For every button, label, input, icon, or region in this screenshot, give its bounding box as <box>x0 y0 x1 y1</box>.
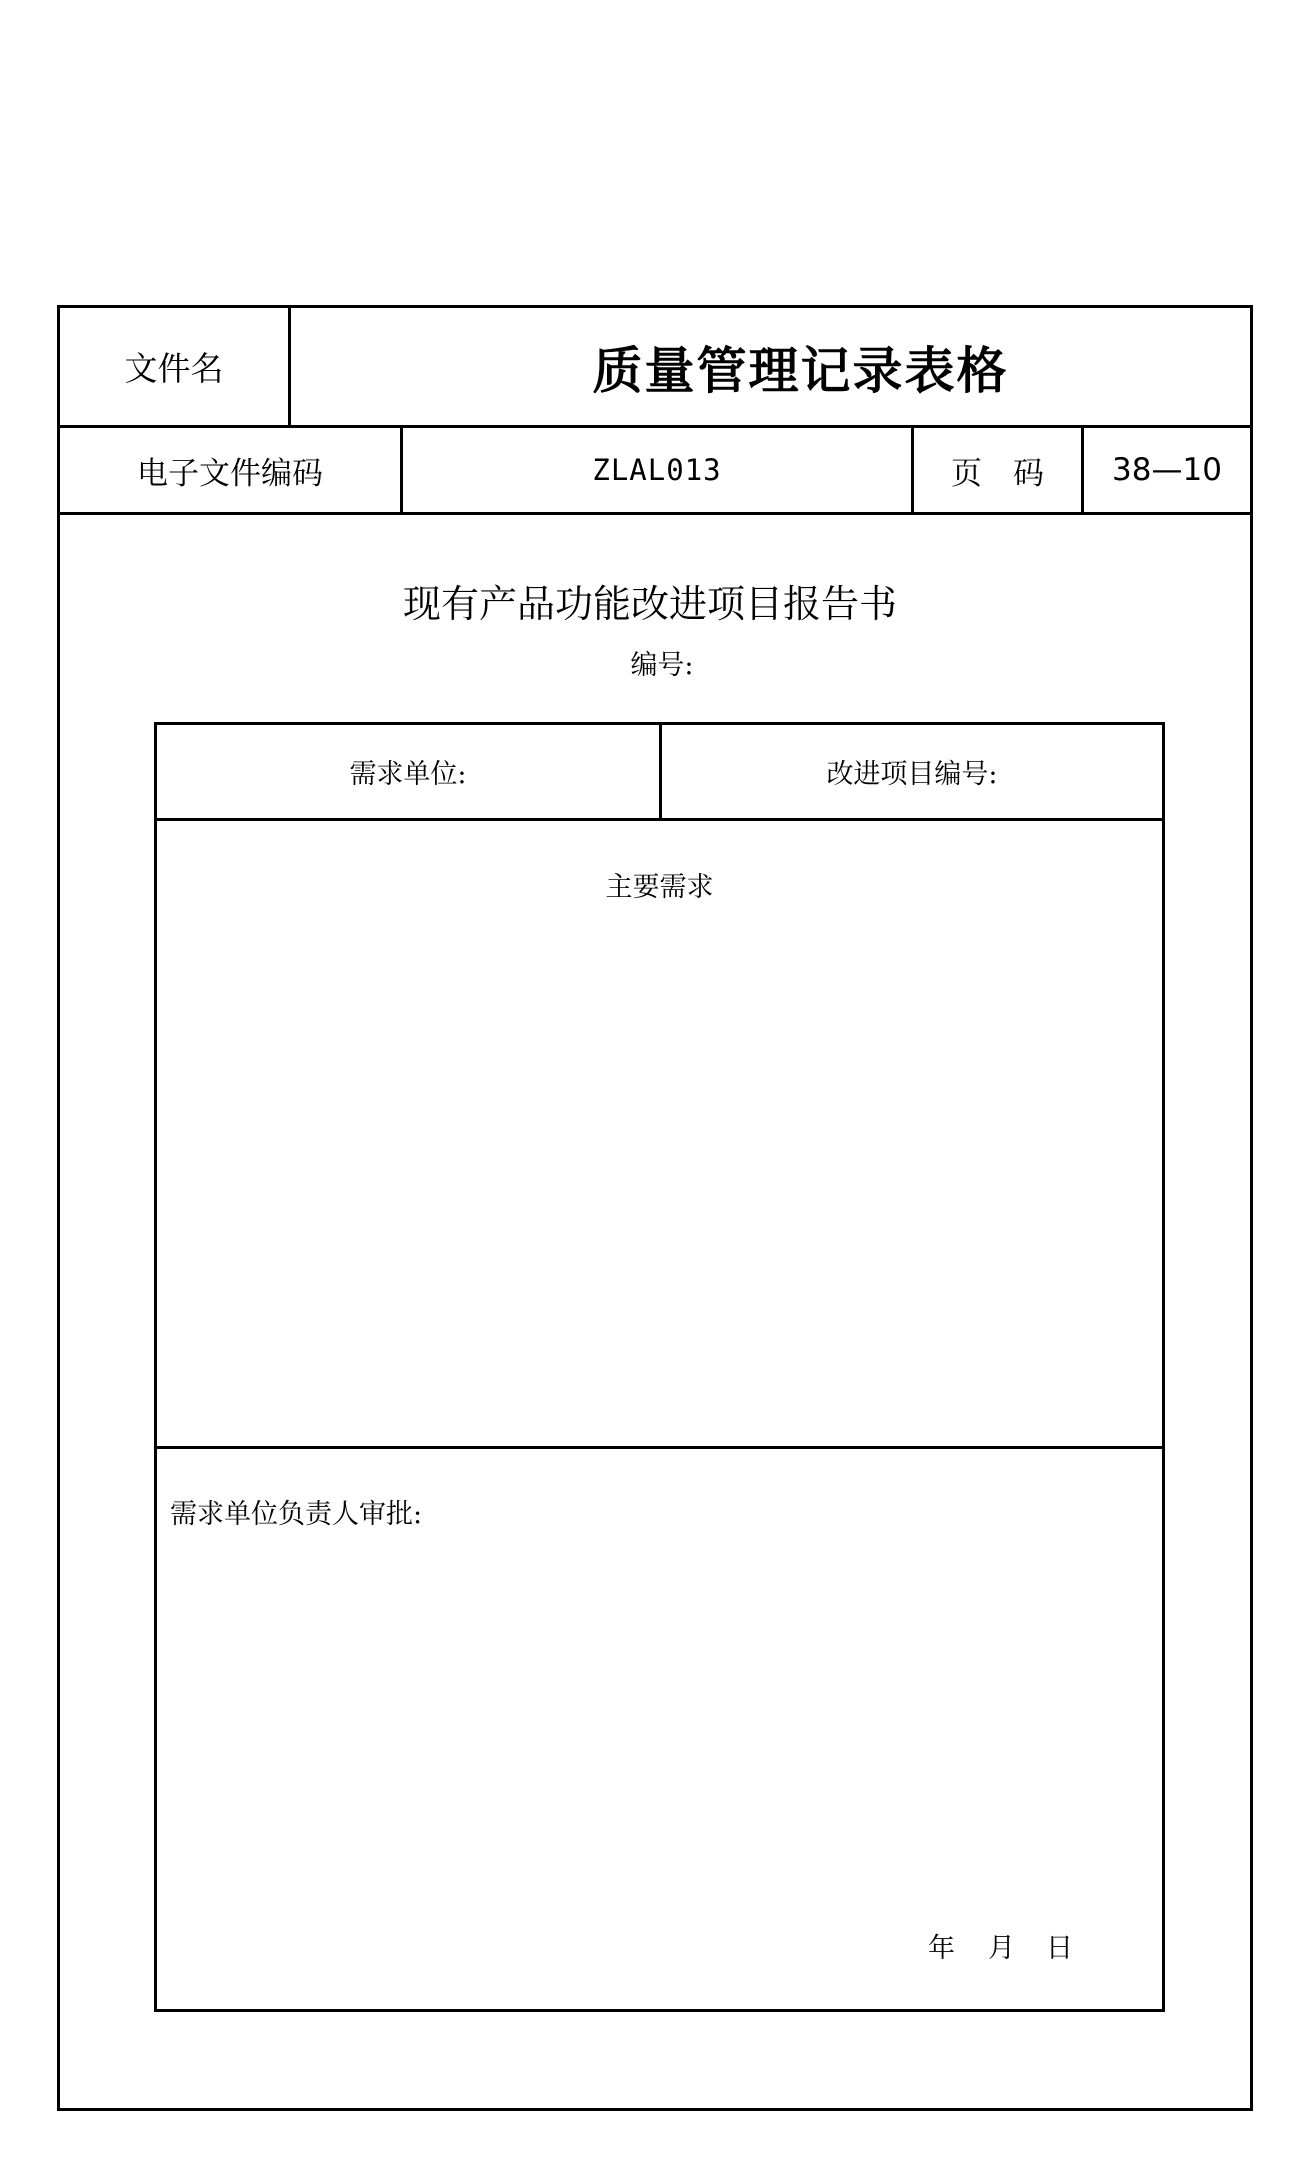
page-label: 页 码 <box>951 455 1044 492</box>
page-value: 38—10 <box>1112 452 1222 488</box>
form-number-label: 编号: <box>630 649 694 681</box>
date-year: 年 <box>928 1933 955 1964</box>
e-code-label: 电子文件编码 <box>137 455 323 492</box>
e-code-value: ZLAL013 <box>592 453 722 487</box>
demand-unit-label: 需求单位: <box>349 759 467 790</box>
file-name-label: 文件名 <box>124 349 224 388</box>
improvement-number-label: 改进项目编号: <box>826 759 998 790</box>
date-day: 日 <box>1046 1933 1073 1964</box>
main-demand-label: 主要需求 <box>605 871 714 903</box>
approval-label: 需求单位负责人审批: <box>170 1499 423 1530</box>
form-table <box>154 722 1165 2012</box>
file-name-value: 质量管理记录表格 <box>592 341 1009 400</box>
date-month: 月 <box>988 1933 1015 1964</box>
header-divider-2 <box>57 512 1253 515</box>
form-row-divider-2 <box>154 1446 1165 1449</box>
form-title: 现有产品功能改进项目报告书 <box>402 581 897 626</box>
